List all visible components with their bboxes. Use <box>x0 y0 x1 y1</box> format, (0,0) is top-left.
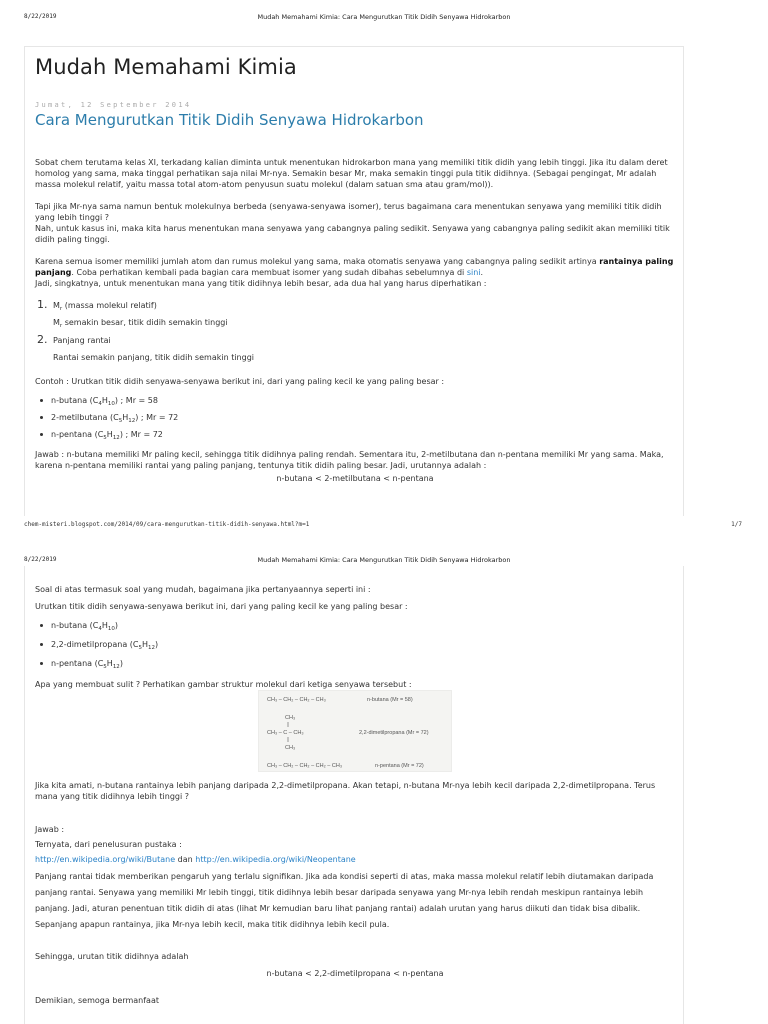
paragraph-explain: Panjang rantai tidak memberikan pengaruh yang terlalu signifikan. Jika ada kondisi seperti di atas, maka massa molekul relatif lebih diutamakan daripada panjang rantai. Senyawa yang memiliki Mr lebih tinggi, titik didihnya lebih besar daripada senyawa yang Mr-nya lebih rendah meskipun rantainya lebih panjang. Jadi, aturan penentuan titik didih di atas (lihat Mr kemudian baru lihat panjang rantai) adalah urutan yang harus diikuti dan tidak bisa dibalik. Sepanjang apapun rantainya, jika Mr-nya lebih kecil, maka titik didihnya lebih kecil pula. <box>35 872 654 929</box>
structure-neopentane: CH₃ – C – CH₃ <box>267 730 304 736</box>
link-butane[interactable]: http://en.wikipedia.org/wiki/Butane <box>35 855 176 864</box>
print-title: Mudah Memahami Kimia: Cara Mengurutkan Titik Didih Senyawa Hidrokarbon <box>257 556 511 564</box>
list-item: 2. Panjang rantai Rantai semakin panjang, titik didih semakin tinggi <box>37 333 254 362</box>
print-title: Mudah Memahami Kimia: Cara Mengurutkan Titik Didih Senyawa Hidrokarbon <box>257 13 511 21</box>
list-number: 1. <box>37 298 48 311</box>
jawab-label: Jawab : <box>35 825 65 834</box>
paragraph-intro: Sobat chem terutama kelas XI, terkadang kalian diminta untuk menentukan hidrokarbon mana yang memiliki titik didih yang lebih tinggi. Jika itu dalam deret homolog yang sama, maka tinggal perhatikan saja nilai Mr-nya. Semakin besar Mr, maka semakin tinggi pula titik didihnya. (Sebagai pengingat, Mr adalah massa molekul relatif, yaitu massa total atom-atom penyusun suatu molekul (dalam satuan sma atau gram/mol)). <box>35 158 668 189</box>
structure-svg <box>259 691 453 773</box>
list-item: 2-metilbutana $(C_5H_{12})$ ; Mr = 72 <box>35 412 675 429</box>
print-footer <box>0 521 768 535</box>
post-card-continued <box>24 566 684 1024</box>
post-title: Cara Mengurutkan Titik Didih Senyawa Hidrokarbon <box>35 111 424 129</box>
paragraph-question-intro: Soal di atas termasuk soal yang mudah, bagaimana jika pertanyaannya seperti ini : <box>35 585 371 594</box>
post-body-page2b <box>35 780 675 1006</box>
structure-n-butana: CH₃ – CH₂ – CH₂ – CH₃ <box>267 697 326 703</box>
post-date: Jumat, 12 September 2014 <box>35 101 192 109</box>
list-item: 1. $M_r$ (massa molekul relatif) $M_r$ semakin besar, titik didih semakin tinggi <box>37 298 228 329</box>
example-intro: Contoh : Urutkan titik didih senyawa-senyawa berikut ini, dari yang paling kecil ke yang paling besar : <box>35 377 445 386</box>
list-item: n-butana $(C_4H_{10})$ <box>35 620 675 639</box>
list-number: 2. <box>37 333 48 346</box>
post-body-page1 <box>35 157 675 484</box>
link-neopentane[interactable]: http://en.wikipedia.org/wiki/Neopentane <box>195 855 356 864</box>
criteria-list <box>35 300 675 368</box>
paragraph-look: Apa yang membuat sulit ? Perhatikan gambar struktur molekul dari ketiga senyawa tersebut : <box>35 680 412 689</box>
order-result: n-butana < 2-metilbutana < n-pentana <box>276 474 434 483</box>
reference-links: http://en.wikipedia.org/wiki/Butane dan http://en.wikipedia.org/wiki/Neopentane <box>35 855 356 864</box>
blog-title[interactable]: Mudah Memahami Kimia <box>35 55 297 79</box>
list-item: n-butana $(C_4H_{10})$ ; Mr = 58 <box>35 395 675 412</box>
paragraph-summary: Jadi, singkatnya, untuk menentukan mana yang titik didihnya lebih besar, ada dua hal yang harus diperhatikan : <box>35 279 487 288</box>
label-n-butana: n-butana (Mr = 58) <box>367 697 413 703</box>
list-item: n-pentana $(C_5H_{12})$ ; Mr = 72 <box>35 429 675 446</box>
conclusion-intro: Sehingga, urutan titik didihnya adalah <box>35 952 189 961</box>
answer-paragraph: Jawab : n-butana memiliki Mr paling kecil, sehingga titik didihnya paling rendah. Sementara itu, 2-metilbutana dan n-pentana memiliki Mr yang sama. Maka, karena n-pentana memiliki rantai yang paling panjang, tentunya titik didih paling besar. Jadi, urutannya adalah : <box>35 450 664 470</box>
paragraph-isomer-question: Tapi jika Mr-nya sama namun bentuk molekulnya berbeda (senyawa-senyawa isomer), terus bagaimana cara menentukan senyawa yang memiliki titik didih yang lebih tinggi ? <box>35 202 662 222</box>
paragraph-branch-rule: Nah, untuk kasus ini, maka kita harus menentukan mana senyawa yang cabangnya paling sedikit. Senyawa yang cabangnya paling sedikit akan memiliki titik didih paling tinggi. <box>35 224 670 244</box>
print-header <box>0 13 768 27</box>
paragraph-task: Urutkan titik didih senyawa-senyawa berikut ini, dari yang paling kecil ke yang paling besar : <box>35 602 408 611</box>
closing-text: Demikian, semoga bermanfaat <box>35 996 159 1005</box>
example-list-2 <box>35 620 675 677</box>
post-body-page2 <box>35 584 675 690</box>
list-item: 2,2-dimetilpropana $(C_5H_{12})$ <box>35 639 675 658</box>
structure-methyl-bottom: CH₃ <box>285 745 296 751</box>
label-n-pentana: n-pentana (Mr = 72) <box>375 763 424 769</box>
order-result-2: n-butana < 2,2-dimetilpropana < n-pentana <box>266 969 444 978</box>
bold-emphasis: rantainya paling panjang <box>35 257 674 277</box>
link-sini[interactable]: sini <box>466 268 481 277</box>
post-card <box>24 46 684 516</box>
print-date: 8/22/2019 <box>24 13 57 20</box>
list-item: n-pentana $(C_5H_{12})$ <box>35 658 675 677</box>
paragraph-ternyata: Ternyata, dari penelusuran pustaka : <box>35 840 182 849</box>
paragraph-chain-length: Karena semua isomer memiliki jumlah atom dan rumus molekul yang sama, maka otomatis senyawa yang cabangnya paling sedikit artinya rantainya paling panjang. Coba perhatikan kembali pada bagian cara membuat isomer yang sudah dibahas sebelumnya di sini. <box>35 257 674 277</box>
structure-methyl-top: CH₃ <box>285 715 296 721</box>
print-date: 8/22/2019 <box>24 556 57 563</box>
structure-n-pentana: CH₃ – CH₂ – CH₂ – CH₂ – CH₃ <box>267 763 343 769</box>
example-list <box>35 395 675 446</box>
label-neopentane: 2,2-dimetilpropana (Mr = 72) <box>359 730 429 736</box>
molecule-structure-figure <box>258 690 452 772</box>
print-page-number: 1/7 <box>731 521 742 528</box>
paragraph-observe: Jika kita amati, n-butana rantainya lebih panjang daripada 2,2-dimetilpropana. Akan tetapi, n-butana Mr-nya lebih kecil daripada 2,2-dimetilpropana. Terus mana yang titik didihnya lebih tinggi ? <box>35 781 656 801</box>
print-url: chem-misteri.blogspot.com/2014/09/cara-mengurutkan-titik-didih-senyawa.html?m=1 <box>24 521 310 528</box>
